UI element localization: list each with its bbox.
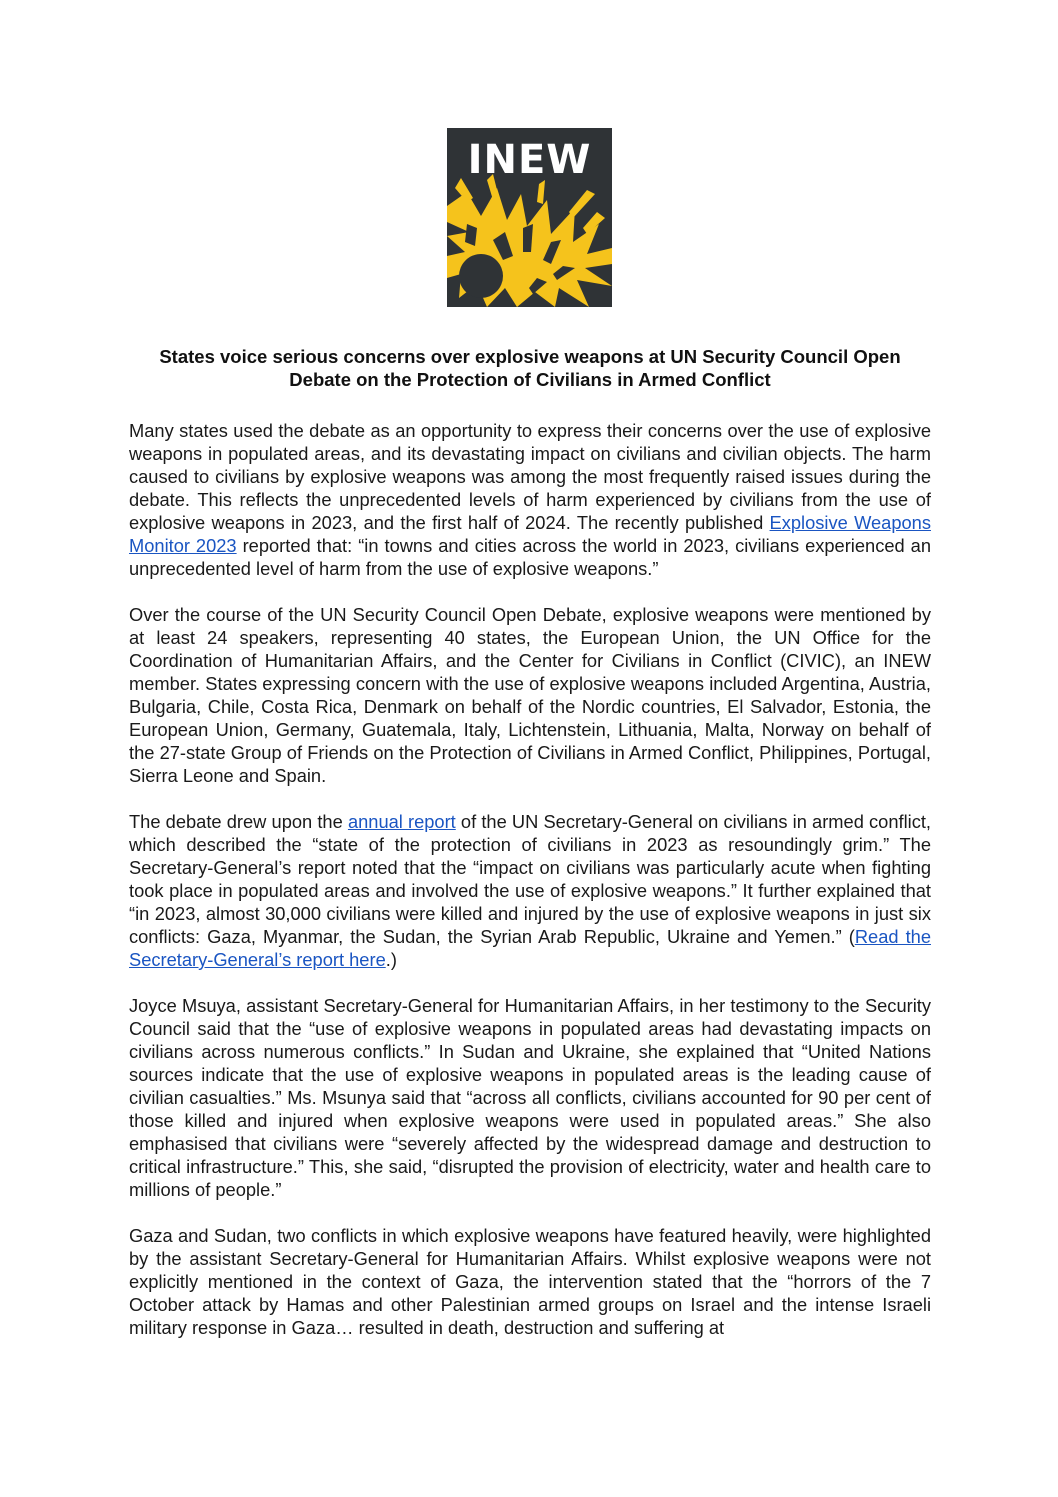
annual-report-link[interactable]: annual report xyxy=(347,811,456,832)
document-title: States voice serious concerns over explosive weapons at UN Security Council Open Debate on the Protection of Civilians in Armed Conflict xyxy=(159,346,901,390)
paragraph-text: of the UN Secretary-General on civilians in armed conflict, which described the “state of the protection of civilians in 2023 as resoundingly grim.” The Secretary-General’s report noted that the “impact on civilians was particularly acute when fighting took place in populated areas and involved the use of explosive weapons.” It further explained that “in 2023, almost 30,000 civilians were killed and injured by the use of explosive weapons in just six conflicts: Gaza, Myanmar, the Sudan, the Syrian Arab Republic, Ukraine and Yemen.” ( xyxy=(129,811,931,947)
paragraph-msuya-testimony: Joyce Msuya, assistant Secretary-General for Humanitarian Affairs, in her testimony to the Security Council said that the “use of explosive weapons in populated areas had devastating impacts on civilians across numerous conflicts.” In Sudan and Ukraine, she explained that “United Nations sources indicate that the use of explosive weapons in populated areas is the leading cause of civilian casualties.” Ms. Msunya said that “across all conflicts, civilians accounted for 90 per cent of those killed and injured when explosive weapons were used in populated areas.” She also emphasised that civilians were “severely affected by the widespread damage and destruction to critical infrastructure.” This, she said, “disrupted the provision of electricity, water and health care to millions of people.” xyxy=(129,995,931,1200)
paragraph-text: .) xyxy=(385,949,397,970)
document-body xyxy=(129,345,931,1362)
paragraph-speakers: Over the course of the UN Security Council Open Debate, explosive weapons were mentioned by at least 24 speakers, representing 40 states, the European Union, the UN Office for the Coordination of Humanitarian Affairs, and the Center for Civilians in Conflict (CIVIC), an INEW member. States expressing concern with the use of explosive weapons included Argentina, Austria, Bulgaria, Chile, Costa Rica, Denmark on behalf of the Nordic countries, El Salvador, Estonia, the European Union, Germany, Guatemala, Italy, Lichtenstein, Lithuania, Malta, Norway on behalf of the 27-state Group of Friends on the Protection of Civilians in Armed Conflict, Philippines, Portugal, Sierra Leone and Spain. xyxy=(129,604,931,786)
paragraph-intro xyxy=(129,419,931,580)
paragraph-text: reported that: “in towns and cities across the world in 2023, civilians experienced an unprecedented level of harm from the use of explosive weapons.” xyxy=(129,535,931,579)
paragraph-text: The debate drew upon the xyxy=(129,811,348,832)
secretary-general-report-link[interactable]: Read the Secretary-General’s report here xyxy=(129,926,931,970)
logo-text: INEW xyxy=(467,137,592,183)
explosive-weapons-monitor-link[interactable]: Explosive Weapons Monitor 2023 xyxy=(129,512,931,556)
inew-logo xyxy=(447,128,612,307)
paragraph-gaza-sudan: Gaza and Sudan, two conflicts in which explosive weapons have featured heavily, were highlighted by the assistant Secretary-General for Humanitarian Affairs. Whilst explosive weapons were not explicitly mentioned in the context of Gaza, the intervention stated that the “horrors of the 7 October attack by Hamas and other Palestinian armed groups on Israel and the intense Israeli military response in Gaza… resulted in death, destruction and suffering at xyxy=(129,1225,931,1338)
paragraph-text: Many states used the debate as an opportunity to express their concerns over the use of explosive weapons in populated areas, and its devastating impact on civilians and civilian objects. The harm caused to civilians by explosive weapons was among the most frequently raised issues during the debate. This reflects the unprecedented levels of harm experienced by civilians from the use of explosive weapons in 2023, and the first half of 2024. The recently published xyxy=(129,420,931,533)
paragraph-annual-report xyxy=(129,810,931,971)
